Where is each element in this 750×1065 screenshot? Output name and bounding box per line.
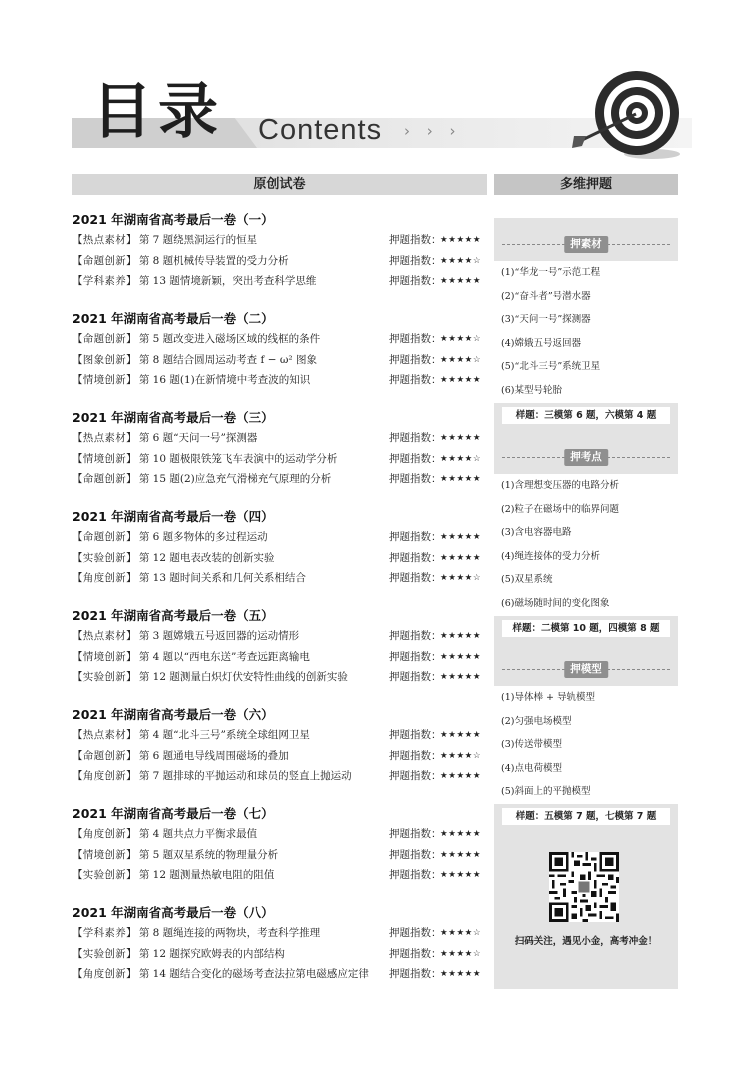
page-title-english: Contents <box>258 114 383 146</box>
section-header <box>494 448 678 468</box>
list-item[interactable] <box>72 527 492 548</box>
section-label: 押模型 <box>564 661 608 678</box>
star-rating: ★★★★★ <box>440 849 482 860</box>
star-rating: ★★★★☆ <box>440 928 482 938</box>
star-rating: ★★★★★ <box>440 532 482 542</box>
list-item[interactable] <box>72 548 492 569</box>
index-label: 押题指数： <box>389 927 442 939</box>
list-item[interactable]: (5)“北斗三号”系统卫星 <box>501 361 601 373</box>
sample-questions: 样题：五模第 7 题，七模第 7 题 <box>502 808 670 825</box>
star-rating: ★★★★★ <box>440 276 482 286</box>
list-item[interactable]: (5)斜面上的平抛模型 <box>501 786 591 798</box>
star-rating: ★★★★☆ <box>440 334 482 344</box>
item-description: 第 8 题结合圆周运动考查 f − ω² 图象 <box>138 353 317 366</box>
index-label: 押题指数： <box>389 275 442 287</box>
list-item[interactable] <box>72 766 492 787</box>
star-rating: ★★★★☆ <box>440 255 482 266</box>
list-item[interactable]: (4)嫦娥五号返回器 <box>501 337 581 349</box>
list-item[interactable] <box>72 626 492 647</box>
list-item[interactable] <box>72 329 492 350</box>
item-description: 第 12 题测量白炽灯伏安特性曲线的创新实验 <box>138 671 348 683</box>
star-rating: ★★★★★ <box>440 771 482 781</box>
list-item[interactable] <box>72 350 492 371</box>
item-tag: 【命题创新】 <box>72 333 137 345</box>
item-tag: 【命题创新】 <box>72 749 137 762</box>
qr-code-icon[interactable] <box>549 852 619 922</box>
section-label: 押素材 <box>564 236 608 253</box>
star-rating: ★★★★★ <box>440 651 482 662</box>
index-label: 押题指数： <box>389 671 442 683</box>
sample-questions: 样题：三模第 6 题，六模第 4 题 <box>502 407 670 424</box>
item-tag: 【情境创新】 <box>72 374 137 386</box>
item-tag: 【实验创新】 <box>72 947 137 960</box>
section-list <box>494 261 678 403</box>
index-label: 押题指数： <box>389 770 442 782</box>
list-item[interactable] <box>72 944 492 965</box>
list-item[interactable] <box>72 923 492 944</box>
star-rating: ★★★★★ <box>440 672 482 682</box>
item-tag: 【命题创新】 <box>72 473 137 485</box>
index-label: 押题指数： <box>389 572 442 584</box>
header <box>0 0 750 170</box>
paper-section <box>72 705 492 804</box>
index-label: 押题指数： <box>389 968 442 980</box>
paper-section <box>72 309 492 408</box>
item-description: 第 5 题双星系统的物理量分析 <box>138 848 279 861</box>
item-tag: 【角度创新】 <box>72 828 137 840</box>
list-item[interactable]: (1)导体棒 + 导轨模型 <box>501 692 595 703</box>
item-description: 第 8 题机械传导装置的受力分析 <box>138 254 289 267</box>
item-description: 第 13 题时间关系和几何关系相结合 <box>138 572 306 584</box>
item-description: 第 12 题探究欧姆表的内部结构 <box>138 947 285 960</box>
item-description: 第 3 题嫦娥五号返回器的运动情形 <box>138 630 300 642</box>
star-rating: ★★★★★ <box>440 870 482 880</box>
item-description: 第 7 题绕黑洞运行的恒星 <box>138 234 258 246</box>
item-description: 第 5 题改变进入磁场区域的线框的条件 <box>138 333 321 345</box>
item-tag: 【角度创新】 <box>72 770 137 782</box>
item-tag: 【角度创新】 <box>72 968 137 980</box>
section-list <box>494 474 678 616</box>
item-description: 第 6 题通电导线周围磁场的叠加 <box>138 749 289 762</box>
list-item[interactable]: (5)双星系统 <box>501 574 553 586</box>
item-tag: 【实验创新】 <box>72 869 137 881</box>
item-description: 第 8 题绳连接的两物块，考查科学推理 <box>138 927 321 939</box>
original-papers-heading: 原创试卷 <box>72 174 487 195</box>
paper-title[interactable]: 2021 年湖南省高考最后一卷（七） <box>72 806 274 821</box>
paper-section <box>72 507 492 606</box>
item-description: 第 6 题多物体的多过程运动 <box>138 531 268 543</box>
list-item[interactable]: (4)点电荷模型 <box>501 762 562 774</box>
item-tag: 【热点素材】 <box>72 432 137 444</box>
index-label: 押题指数： <box>389 749 442 762</box>
multi-prediction-heading: 多维押题 <box>494 174 678 195</box>
list-item[interactable] <box>72 964 492 985</box>
paper-title[interactable]: 2021 年湖南省高考最后一卷（三） <box>72 410 274 425</box>
list-item[interactable] <box>72 230 492 251</box>
list-item[interactable] <box>72 469 492 490</box>
star-rating: ★★★★★ <box>440 631 482 641</box>
list-item[interactable] <box>72 746 492 767</box>
index-label: 押题指数： <box>389 848 442 861</box>
list-item[interactable]: (3)“天问一号”探测器 <box>501 314 591 326</box>
index-label: 押题指数： <box>389 531 442 543</box>
index-label: 押题指数： <box>389 452 442 465</box>
sidebar-section-materials <box>494 235 678 403</box>
list-item[interactable] <box>72 568 492 589</box>
star-rating: ★★★★☆ <box>440 948 482 959</box>
paper-title[interactable]: 2021 年湖南省高考最后一卷（五） <box>72 608 274 623</box>
item-tag: 【情境创新】 <box>72 452 137 465</box>
list-item[interactable] <box>72 428 492 449</box>
index-label: 押题指数： <box>389 333 442 345</box>
paper-title[interactable]: 2021 年湖南省高考最后一卷（四） <box>72 509 274 524</box>
list-item[interactable]: (1)“华龙一号”示范工程 <box>501 267 601 278</box>
list-item[interactable] <box>72 845 492 866</box>
paper-section <box>72 606 492 705</box>
list-item[interactable] <box>72 449 492 470</box>
item-tag: 【学科素养】 <box>72 927 137 939</box>
star-rating: ★★★★★ <box>440 474 482 484</box>
index-label: 押题指数： <box>389 234 442 246</box>
item-tag: 【实验创新】 <box>72 671 137 683</box>
list-item[interactable]: (2)“奋斗者”号潜水器 <box>501 290 591 302</box>
index-label: 押题指数： <box>389 729 442 741</box>
item-description: 第 7 题排球的平抛运动和球员的竖直上抛运动 <box>138 770 352 782</box>
item-tag: 【热点素材】 <box>72 630 137 642</box>
index-label: 押题指数： <box>389 869 442 881</box>
index-label: 押题指数： <box>389 432 442 444</box>
paper-section <box>72 903 492 1002</box>
index-label: 押题指数： <box>389 473 442 485</box>
item-description: 第 4 题共点力平衡求最值 <box>138 828 258 840</box>
index-label: 押题指数： <box>389 254 442 267</box>
star-rating: ★★★★☆ <box>440 750 482 761</box>
index-label: 押题指数： <box>389 947 442 960</box>
item-tag: 【命题创新】 <box>72 254 137 267</box>
list-item[interactable]: (1)含理想变压器的电路分析 <box>501 480 619 491</box>
paper-list <box>72 210 492 1002</box>
star-rating: ★★★★★ <box>440 235 482 245</box>
index-label: 押题指数： <box>389 630 442 642</box>
item-description: 第 16 题(1)在新情境中考查波的知识 <box>138 374 311 386</box>
item-description: 第 6 题“天问一号”探测器 <box>138 432 258 444</box>
star-rating: ★★★★★ <box>440 829 482 839</box>
index-label: 押题指数： <box>389 374 442 386</box>
list-item[interactable]: (6)某型号轮胎 <box>501 384 562 396</box>
sidebar-section-models <box>494 660 678 804</box>
item-description: 第 12 题测量热敏电阻的阻值 <box>138 869 275 881</box>
star-rating: ★★★★☆ <box>440 354 482 365</box>
list-item[interactable] <box>72 667 492 688</box>
paper-section <box>72 210 492 309</box>
list-item[interactable] <box>72 824 492 845</box>
paper-title[interactable]: 2021 年湖南省高考最后一卷（六） <box>72 707 274 722</box>
target-dart-icon <box>570 68 685 163</box>
index-label: 押题指数： <box>389 353 442 366</box>
list-item[interactable]: (2)匀强电场模型 <box>501 715 572 727</box>
index-label: 押题指数： <box>389 650 442 663</box>
list-item[interactable]: (3)含电容器电路 <box>501 527 572 539</box>
item-description: 第 13 题情境新颖，突出考查科学思维 <box>138 275 317 287</box>
star-rating: ★★★★☆ <box>440 573 482 583</box>
item-description: 第 15 题(2)应急充气滑梯充气原理的分析 <box>138 473 332 485</box>
paper-title[interactable]: 2021 年湖南省高考最后一卷（八） <box>72 905 274 920</box>
list-item[interactable] <box>72 865 492 886</box>
star-rating: ★★★★☆ <box>440 453 482 464</box>
list-item[interactable] <box>72 370 492 391</box>
star-rating: ★★★★★ <box>440 552 482 563</box>
sample-questions: 样题：二模第 10 题，四模第 8 题 <box>502 620 670 637</box>
star-rating: ★★★★★ <box>440 375 482 385</box>
item-tag: 【热点素材】 <box>72 729 137 741</box>
star-rating: ★★★★★ <box>440 433 482 443</box>
paper-title[interactable]: 2021 年湖南省高考最后一卷（二） <box>72 311 274 326</box>
section-header <box>494 235 678 255</box>
item-tag: 【角度创新】 <box>72 572 137 584</box>
section-label: 押考点 <box>564 449 608 466</box>
paper-section <box>72 804 492 903</box>
star-rating: ★★★★★ <box>440 730 482 740</box>
item-description: 第 4 题“北斗三号”系统全球组网卫星 <box>138 729 310 741</box>
item-tag: 【命题创新】 <box>72 531 137 543</box>
list-item[interactable] <box>72 647 492 668</box>
item-description: 第 10 题极限铁笼飞车表演中的运动学分析 <box>138 452 338 465</box>
item-description: 第 12 题电表改装的创新实验 <box>138 551 275 564</box>
list-item[interactable]: (6)磁场随时间的变化图象 <box>501 597 610 609</box>
list-item[interactable]: (4)绳连接体的受力分析 <box>501 550 600 562</box>
star-rating: ★★★★★ <box>440 969 482 979</box>
item-tag: 【情境创新】 <box>72 650 137 663</box>
list-item[interactable] <box>72 725 492 746</box>
section-header <box>494 660 678 680</box>
item-tag: 【实验创新】 <box>72 551 137 564</box>
item-tag: 【图象创新】 <box>72 353 137 366</box>
item-description: 第 14 题结合变化的磁场考查法拉第电磁感应定律 <box>138 968 369 980</box>
paper-section <box>72 408 492 507</box>
index-label: 押题指数： <box>389 828 442 840</box>
list-item[interactable] <box>72 251 492 272</box>
section-list <box>494 686 678 804</box>
sidebar-section-key-points <box>494 448 678 616</box>
qr-caption: 扫码关注，遇见小金，高考冲金！ <box>514 936 658 947</box>
list-item[interactable]: (3)传送带模型 <box>501 739 562 751</box>
arrow-decoration-icon: › › › <box>404 122 462 140</box>
list-item[interactable] <box>72 271 492 292</box>
page-title: 目录 <box>92 77 224 147</box>
item-tag: 【情境创新】 <box>72 848 137 861</box>
list-item[interactable]: (2)粒子在磁场中的临界问题 <box>501 503 619 515</box>
paper-title[interactable]: 2021 年湖南省高考最后一卷（一） <box>72 212 274 227</box>
item-description: 第 4 题以“西电东送”考查远距离输电 <box>138 650 310 663</box>
item-tag: 【学科素养】 <box>72 275 137 287</box>
index-label: 押题指数： <box>389 551 442 564</box>
item-tag: 【热点素材】 <box>72 234 137 246</box>
